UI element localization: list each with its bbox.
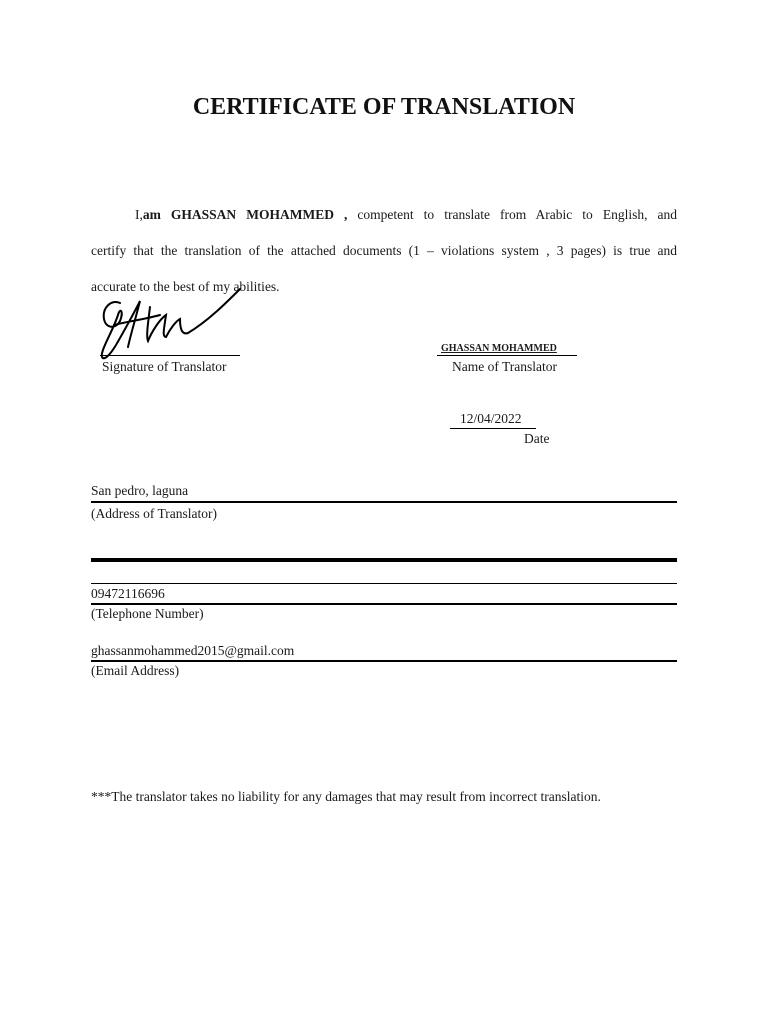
statement-prefix: I, — [135, 207, 143, 222]
address-line — [91, 501, 677, 503]
email-label: (Email Address) — [91, 663, 180, 678]
statement-line-1-rest: competent to translate from Arabic to English, and — [347, 207, 677, 222]
statement-line-2: certify that the translation of the attached documents (1 – violations system , 3 pages) is true and — [91, 243, 677, 258]
telephone-value: 09472116696 — [91, 586, 165, 601]
separator-line — [91, 583, 677, 584]
email-value: ghassanmohammed2015@gmail.com — [91, 643, 295, 658]
address-label: (Address of Translator) — [91, 506, 217, 521]
translator-name-label: Name of Translator — [452, 359, 557, 374]
telephone-line — [91, 603, 677, 605]
statement-line-3: accurate to the best of my abilities. — [91, 279, 280, 294]
translator-name-inline: am GHASSAN MOHAMMED , — [142, 207, 348, 222]
translator-name: GHASSAN MOHAMMED — [441, 343, 557, 354]
disclaimer-text: ***The translator takes no liability for any damages that may result from incorrect translation. — [91, 789, 601, 804]
signature-line — [100, 355, 240, 356]
document-title: CERTIFICATE OF TRANSLATION — [192, 94, 576, 120]
statement-line-1 — [91, 207, 677, 223]
address-blank-line — [91, 558, 677, 562]
signature-label: Signature of Translator — [102, 359, 227, 374]
email-line — [91, 660, 677, 662]
address-value: San pedro, laguna — [91, 483, 189, 498]
signature-image — [90, 285, 250, 365]
telephone-label: (Telephone Number) — [91, 606, 204, 621]
date-value: 12/04/2022 — [460, 411, 522, 426]
date-line — [450, 428, 536, 429]
date-label: Date — [524, 431, 550, 446]
name-line — [437, 355, 577, 356]
